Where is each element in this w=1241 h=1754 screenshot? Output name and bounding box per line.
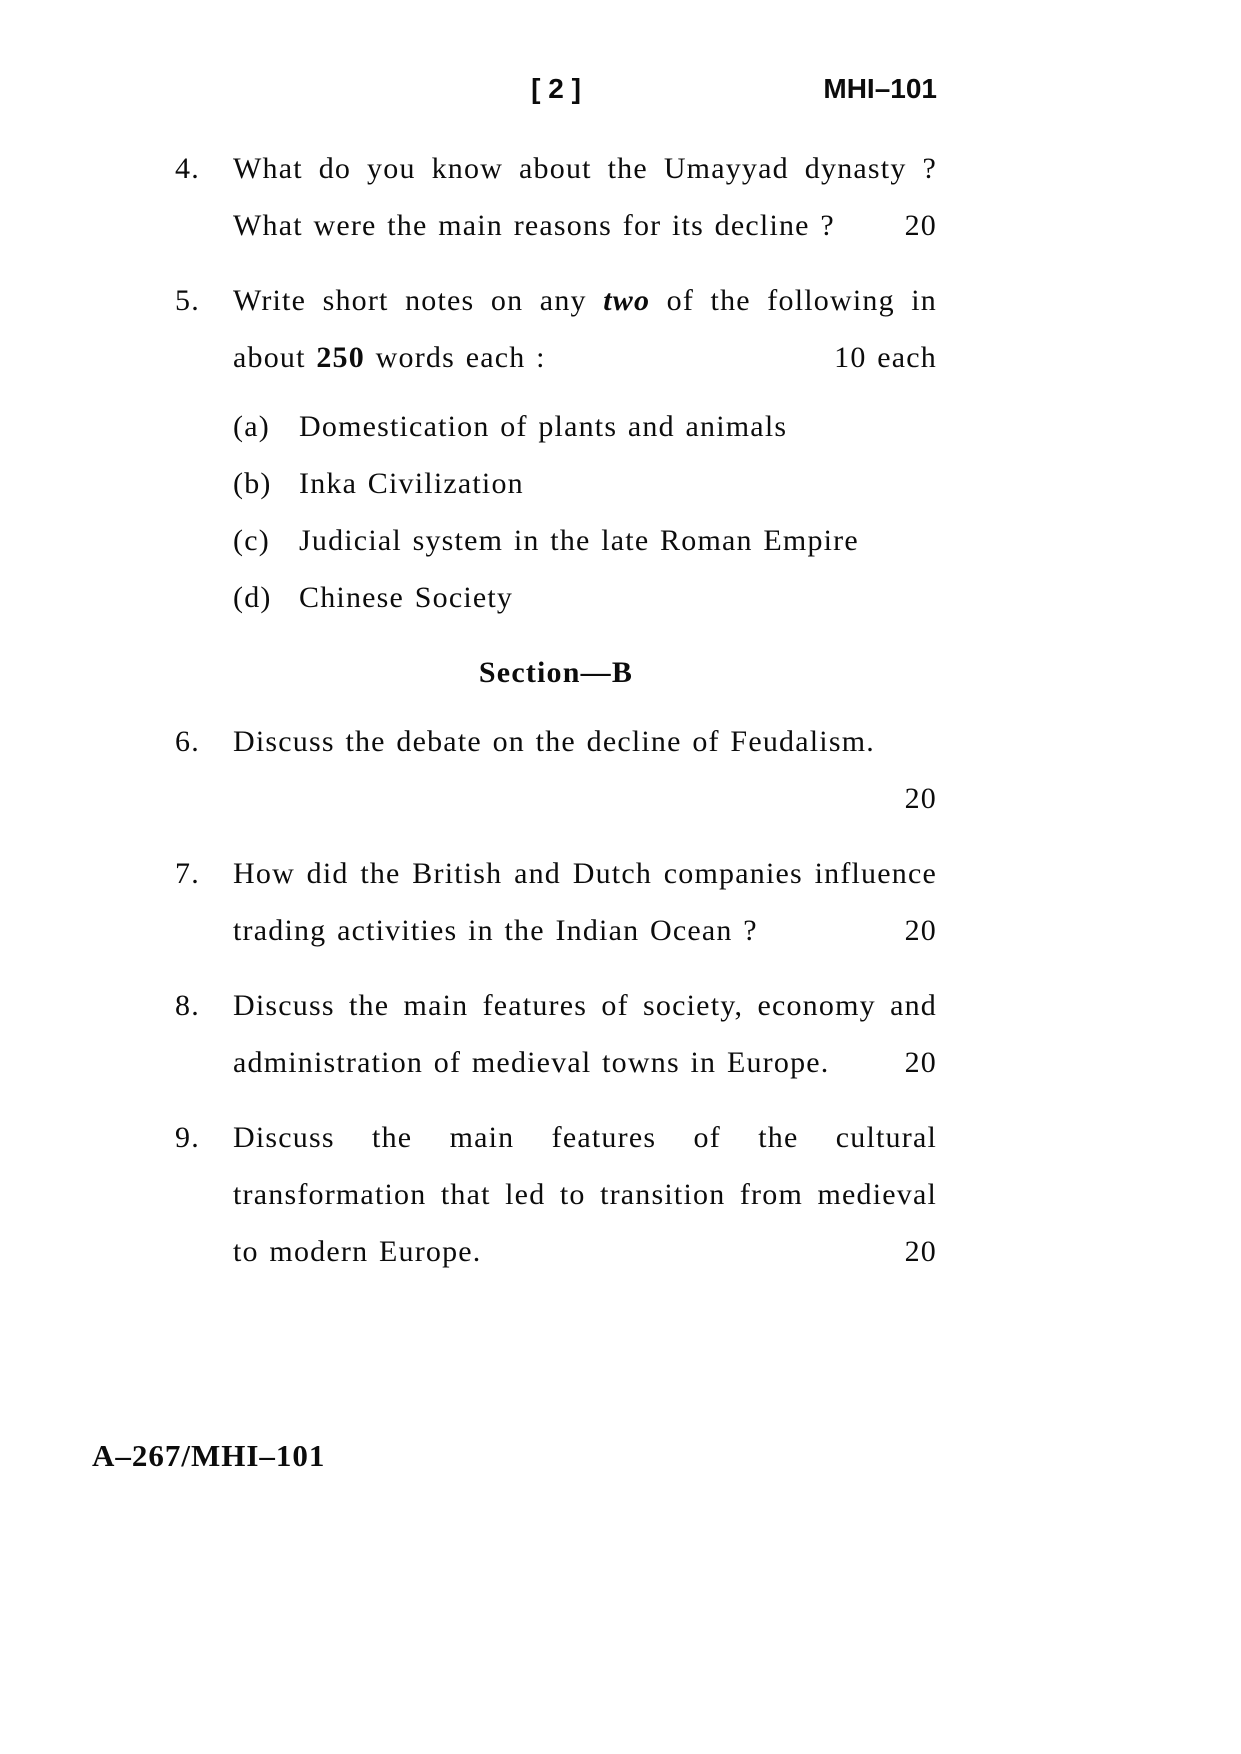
section-b-heading: Section—B: [478, 656, 634, 689]
option-c-text: Judicial system in the late Roman Empire: [299, 524, 859, 557]
option-c: [233, 512, 937, 569]
option-b: [233, 455, 937, 512]
option-a: [233, 398, 937, 455]
question-4-marks: 20: [904, 209, 937, 242]
page-number: [ 2 ]: [531, 73, 581, 104]
question-7: [175, 845, 937, 959]
question-4-paragraph: [233, 140, 937, 254]
question-5-marks: 10 each: [834, 341, 937, 374]
question-6-body: [233, 713, 937, 827]
question-9-number: 9.: [175, 1121, 200, 1154]
question-5-paragraph: [233, 272, 937, 386]
option-a-label: (a): [233, 410, 270, 443]
question-7-marks: 20: [904, 914, 937, 947]
option-c-label: (c): [233, 524, 270, 557]
question-4-text: What do you know about the Umayyad dynasty ? What were the main reasons for its decline ?: [233, 152, 937, 242]
question-6-text: Discuss the debate on the decline of Feudalism.: [233, 725, 875, 758]
question-5-number: 5.: [175, 284, 200, 317]
question-7-number: 7.: [175, 857, 200, 890]
question-5-intro-2: of the following in about: [233, 284, 937, 374]
option-d-text: Chinese Society: [299, 581, 514, 614]
question-7-body: [233, 845, 937, 959]
course-code: MHI–101: [823, 73, 937, 104]
option-d-label: (d): [233, 581, 272, 614]
question-5: [175, 272, 937, 626]
option-a-text: Domestication of plants and animals: [299, 410, 788, 443]
question-6-paragraph: [233, 713, 937, 770]
question-6: [175, 713, 937, 827]
option-b-text: Inka Civilization: [299, 467, 524, 500]
question-8: [175, 977, 937, 1091]
question-8-body: [233, 977, 937, 1091]
question-9: [175, 1109, 937, 1280]
question-8-paragraph: [233, 977, 937, 1091]
question-5-intro-1: Write short notes on any: [233, 284, 604, 317]
question-5-options: [233, 398, 937, 626]
question-8-text: Discuss the main features of society, economy and administration of medieval towns in Europe.: [233, 989, 937, 1079]
question-5-emphasis-two: two: [603, 284, 651, 317]
question-8-number: 8.: [175, 989, 200, 1022]
option-b-label: (b): [233, 467, 272, 500]
question-6-marks: 20: [904, 782, 937, 815]
question-4-body: [233, 140, 937, 254]
question-8-marks: 20: [904, 1046, 937, 1079]
question-5-body: [233, 272, 937, 626]
questions-list: [175, 140, 937, 1280]
paper-code-footer: A–267/MHI–101: [92, 1438, 326, 1473]
question-9-marks: 20: [904, 1235, 937, 1268]
question-9-body: [233, 1109, 937, 1280]
option-d: [233, 569, 937, 626]
question-5-emphasis-250: 250: [316, 341, 365, 374]
question-4-number: 4.: [175, 152, 200, 185]
question-7-text: How did the British and Dutch companies influence trading activities in the Indian Ocean ?: [233, 857, 937, 947]
question-5-intro-3: words each :: [364, 341, 546, 374]
question-6-number: 6.: [175, 725, 200, 758]
question-9-text: Discuss the main features of the cultural transformation that led to transition from medieval to modern Europe.: [233, 1121, 937, 1268]
question-9-paragraph: [233, 1109, 937, 1280]
question-7-paragraph: [233, 845, 937, 959]
page-header: [175, 72, 937, 106]
question-4: [175, 140, 937, 254]
